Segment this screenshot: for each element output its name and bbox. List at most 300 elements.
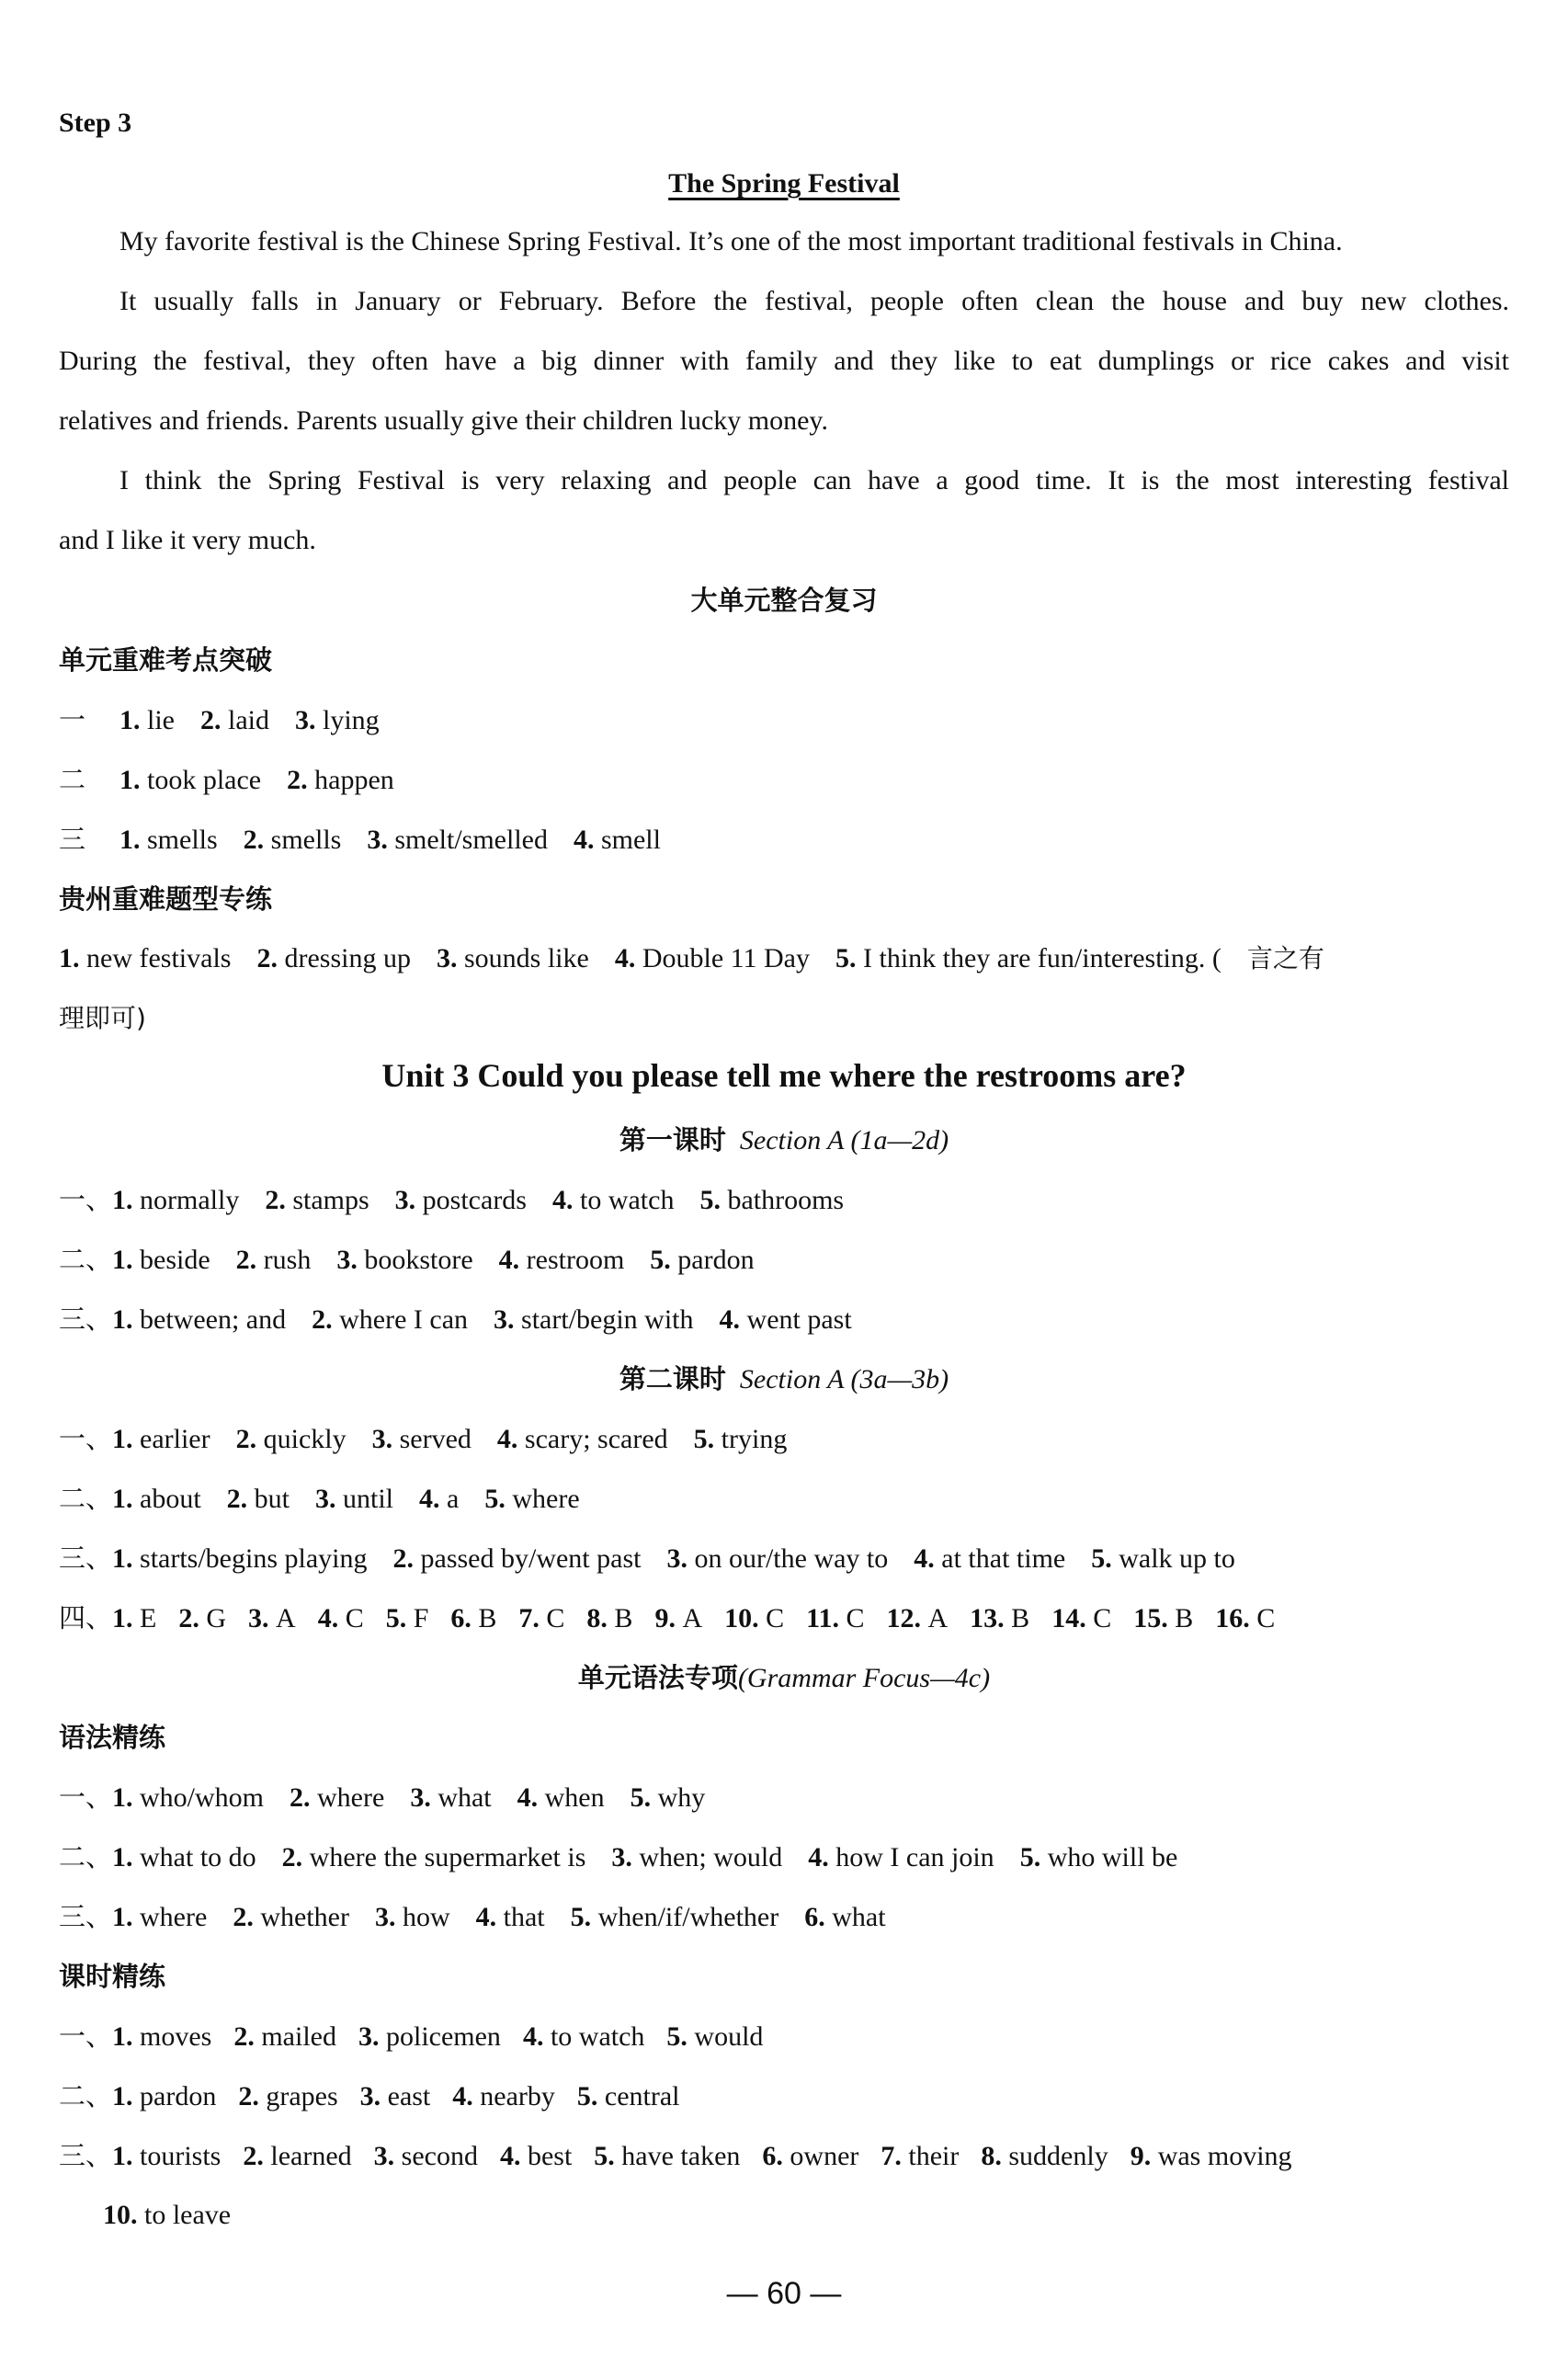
answer-row	[59, 1480, 1509, 1518]
row-marker: 二、	[59, 2080, 113, 2111]
answer-item	[1133, 1600, 1193, 1637]
guizhou-answer-tail: 言之有	[1246, 943, 1324, 973]
answer-text: to watch	[579, 1185, 675, 1215]
answer-text: A	[927, 1603, 949, 1633]
answer-text: C	[766, 1603, 785, 1633]
answer-row	[59, 1301, 1509, 1338]
answer-number: 3.	[374, 1902, 403, 1932]
essay-paragraph-2-line-3: relatives and friends. Parents usually give their children lucky money.	[59, 405, 828, 436]
answer-item	[112, 1242, 210, 1279]
answer-number: 3.	[373, 2141, 402, 2171]
answer-row	[59, 2137, 1509, 2175]
answer-number: 15.	[1133, 1603, 1176, 1633]
answer-number: 1.	[112, 1603, 141, 1633]
answer-text: where the supermarket is	[309, 1842, 586, 1872]
answer-item	[238, 2078, 337, 2115]
answer-text: new festivals	[86, 943, 232, 973]
row-marker: 二	[59, 764, 86, 795]
answer-number: 10.	[103, 2200, 144, 2230]
answer-item	[312, 1302, 468, 1338]
answer-number: 1.	[112, 1424, 141, 1454]
row-marker: 三、	[59, 2140, 113, 2171]
answer-item	[248, 1600, 296, 1637]
answer-row	[59, 821, 1509, 859]
answer-text: passed by/went past	[420, 1543, 642, 1574]
answer-text: pardon	[140, 2081, 217, 2111]
answer-number: 2.	[233, 2021, 262, 2052]
answer-number: 3.	[359, 2081, 388, 2111]
answer-item	[112, 1780, 264, 1816]
answer-item	[290, 1780, 384, 1816]
answer-text: C	[1093, 1603, 1112, 1633]
answer-text: B	[1175, 1603, 1194, 1633]
answer-text: A	[682, 1603, 703, 1633]
answer-number: 1.	[112, 1484, 141, 1514]
answer-item	[410, 1780, 491, 1816]
review-title: 大单元整合复习	[690, 585, 878, 616]
answer-text: served	[399, 1424, 472, 1454]
answer-item	[574, 822, 661, 859]
answer-text: have taken	[621, 2141, 741, 2171]
answer-item	[594, 2138, 740, 2175]
answer-item	[437, 943, 589, 973]
answer-item	[112, 1481, 201, 1518]
answer-text: east	[387, 2081, 431, 2111]
answer-text: whether	[260, 1902, 349, 1932]
answer-row	[59, 761, 1509, 799]
answer-item	[666, 2019, 763, 2055]
answer-text: B	[1011, 1603, 1030, 1633]
answer-text: mailed	[261, 2021, 336, 2052]
answer-number: 5.	[570, 1902, 598, 1932]
answer-number: 8.	[586, 1603, 615, 1633]
answer-item	[806, 1600, 864, 1637]
answer-number: 2.	[235, 1424, 264, 1454]
answer-text: was moving	[1157, 2141, 1292, 2171]
answer-item	[699, 1182, 844, 1219]
answer-item	[112, 2138, 221, 2175]
answer-item	[360, 2078, 431, 2115]
answer-item	[1051, 1600, 1111, 1637]
answer-number: 6.	[450, 1603, 479, 1633]
answer-text: but	[254, 1484, 290, 1514]
answer-item	[295, 702, 380, 739]
answer-row	[59, 1241, 1509, 1279]
answer-item	[1131, 2138, 1292, 2175]
answer-number: 1.	[112, 1245, 141, 1275]
answer-text: quickly	[263, 1424, 347, 1454]
row-marker: 三、	[59, 1901, 113, 1932]
answer-text: a	[447, 1484, 460, 1514]
essay-paragraph-3-line-2: and I like it very much.	[59, 525, 316, 555]
answer-item	[119, 702, 175, 739]
answer-number: 4.	[452, 2081, 481, 2111]
answer-text: to watch	[550, 2021, 645, 2052]
answer-number: 2.	[392, 1543, 421, 1574]
answer-text: where	[317, 1782, 385, 1813]
answer-item	[552, 1182, 674, 1219]
answer-number: 4.	[517, 1782, 545, 1813]
answer-text: central	[604, 2081, 680, 2111]
answer-text: took place	[147, 765, 262, 795]
answer-text: postcards	[422, 1185, 527, 1215]
answer-item	[666, 1541, 888, 1577]
answer-number: 2.	[238, 2081, 267, 2111]
answer-number: 4.	[475, 1902, 504, 1932]
row-marker: 三、	[59, 1303, 113, 1335]
answer-item	[112, 2019, 211, 2055]
answer-number: 16.	[1215, 1603, 1257, 1633]
answer-number: 1.	[112, 2021, 141, 2052]
answer-item	[499, 1242, 625, 1279]
answer-text: smells	[147, 825, 218, 855]
grammar-subheading: 语法精练	[59, 1722, 166, 1753]
answer-number: 1.	[112, 2081, 141, 2111]
answer-number: 14.	[1051, 1603, 1094, 1633]
answer-number: 3.	[315, 1484, 344, 1514]
answer-number: 3.	[410, 1782, 438, 1813]
answer-number: 2.	[312, 1304, 340, 1335]
answer-number: 12.	[886, 1603, 928, 1633]
answer-number: 5.	[1091, 1543, 1119, 1574]
answer-text: would	[694, 2021, 764, 2052]
answer-text: when; would	[639, 1842, 783, 1872]
answer-number: 2.	[265, 1185, 293, 1215]
answer-text: policemen	[385, 2021, 501, 2052]
answer-number: 2.	[233, 1902, 261, 1932]
answer-item	[374, 2138, 478, 2175]
answer-text: who/whom	[140, 1782, 265, 1813]
answer-number: 3.	[248, 1603, 277, 1633]
answer-text: rush	[263, 1245, 312, 1275]
answer-item	[887, 1600, 949, 1637]
essay-paragraph-3-line-1: I think the Spring Festival is very relaxing and people can have a good time. It is the most interesting festival	[119, 465, 1509, 495]
answer-text: until	[343, 1484, 394, 1514]
answer-row	[59, 701, 1509, 739]
answer-item	[724, 1600, 784, 1637]
answer-item	[615, 943, 810, 973]
answer-number: 9.	[654, 1603, 683, 1633]
answer-item	[835, 943, 1221, 973]
answer-number: 5.	[576, 2081, 605, 2111]
answer-item	[395, 1182, 527, 1219]
answer-text: Double 11 Day	[642, 943, 810, 973]
answer-text: where	[140, 1902, 208, 1932]
row-marker: 二、	[59, 1483, 113, 1514]
practice-subheading: 课时精练	[59, 1961, 166, 1992]
row-marker: 三、	[59, 1542, 113, 1574]
answer-number: 5.	[693, 1424, 722, 1454]
answer-item	[1215, 1600, 1275, 1637]
answer-item	[256, 943, 411, 973]
answer-item	[236, 1242, 312, 1279]
answer-item	[518, 1600, 564, 1637]
answer-number: 3.	[358, 2021, 386, 2052]
answer-row	[59, 1898, 1509, 1936]
step-heading: Step 3	[59, 108, 132, 138]
answer-text: how	[402, 1902, 450, 1932]
answer-item	[450, 1600, 496, 1637]
answer-item	[200, 702, 269, 739]
answer-text: nearby	[480, 2081, 555, 2111]
row-marker: 一、	[59, 2020, 113, 2052]
answer-item	[484, 1481, 579, 1518]
answer-item	[571, 1899, 779, 1936]
answer-text: C	[1256, 1603, 1276, 1633]
answer-item	[243, 2138, 351, 2175]
answer-text: went past	[746, 1304, 852, 1335]
row-marker: 二、	[59, 1841, 113, 1872]
answer-row	[59, 1599, 1509, 1637]
answer-item	[358, 2019, 501, 2055]
answer-item	[914, 1541, 1065, 1577]
answer-number: 4.	[498, 1245, 527, 1275]
answer-number: 3.	[611, 1842, 640, 1872]
answer-text: tourists	[140, 2141, 222, 2171]
answer-text: C	[846, 1603, 865, 1633]
guizhou-answer-items	[59, 940, 1247, 977]
answer-item	[375, 1899, 450, 1936]
row-marker: 二、	[59, 1244, 113, 1275]
answer-number: 4.	[317, 1603, 346, 1633]
answer-item	[720, 1302, 852, 1338]
answer-text: second	[401, 2141, 478, 2171]
lesson-2-title: 第二课时 Section A (3a—3b)	[619, 1363, 949, 1394]
answer-item	[315, 1481, 393, 1518]
answer-number: 3.	[494, 1304, 522, 1335]
answer-item	[452, 2078, 555, 2115]
answer-number: 1.	[112, 1842, 141, 1872]
answer-number: 5.	[835, 943, 863, 973]
answer-item	[244, 822, 342, 859]
answer-text: how I can join	[835, 1842, 994, 1872]
row-marker: 一、	[59, 1781, 113, 1813]
answer-item	[282, 1839, 586, 1876]
answer-number: 4.	[914, 1543, 942, 1574]
answer-text: restroom	[526, 1245, 625, 1275]
answer-item	[336, 1242, 472, 1279]
answer-text: on our/the way to	[694, 1543, 889, 1574]
answer-item	[318, 1600, 364, 1637]
answer-number: 4.	[522, 2021, 551, 2052]
essay-paragraph-2-line-2: During the festival, they often have a big dinner with family and they like to eat dumplings or rice cakes and visit	[59, 346, 1509, 376]
answer-text: starts/begins playing	[140, 1543, 368, 1574]
answer-number: 4.	[808, 1842, 836, 1872]
answer-number: 3.	[295, 705, 323, 735]
answer-text: when/if/whether	[597, 1902, 779, 1932]
answer-number: 1.	[112, 1304, 141, 1335]
answer-number: 1.	[112, 2141, 141, 2171]
answer-number: 1.	[119, 765, 147, 795]
answer-item	[881, 2138, 959, 2175]
answer-text: beside	[140, 1245, 210, 1275]
answer-item	[523, 2019, 644, 2055]
answer-number: 1.	[112, 1902, 141, 1932]
answer-text: suddenly	[1008, 2141, 1108, 2171]
answer-text: when	[544, 1782, 605, 1813]
answer-row	[59, 1420, 1509, 1458]
answer-text: learned	[270, 2141, 352, 2171]
answer-text: that	[503, 1902, 545, 1932]
answer-number: 5.	[385, 1603, 414, 1633]
answer-number: 2.	[235, 1245, 264, 1275]
answer-row	[59, 1779, 1509, 1816]
answer-item	[112, 1839, 256, 1876]
answer-item	[650, 1242, 754, 1279]
answer-item	[494, 1302, 693, 1338]
answer-text: trying	[721, 1424, 788, 1454]
answer-text: sounds like	[463, 943, 589, 973]
answer-row	[59, 2018, 1509, 2055]
answer-number: 1.	[112, 1543, 141, 1574]
answer-item	[227, 1481, 290, 1518]
answer-item	[586, 1600, 632, 1637]
answer-number: 2.	[178, 1603, 207, 1633]
answer-item	[804, 1899, 885, 1936]
answer-number: 7.	[881, 2141, 909, 2171]
answer-item	[178, 1600, 226, 1637]
answer-number: 4.	[614, 943, 642, 973]
answer-item	[808, 1839, 994, 1876]
answer-item	[236, 1421, 347, 1458]
practice-answers-last-line	[103, 2197, 1509, 2234]
essay-title: The Spring Festival	[668, 168, 900, 199]
answer-number: 5.	[630, 1782, 658, 1813]
answer-text: earlier	[140, 1424, 210, 1454]
answer-number: 2.	[200, 705, 228, 735]
answer-number: 5.	[650, 1245, 678, 1275]
row-marker: 四、	[59, 1602, 113, 1633]
answer-item	[112, 2078, 216, 2115]
answer-item	[393, 1541, 642, 1577]
answer-item	[112, 1600, 156, 1637]
essay-paragraph-2-line-1: It usually falls in January or February. Before the festival, people often clean the house and buy new clothes.	[119, 286, 1509, 316]
answer-text: to leave	[144, 2200, 232, 2230]
answer-text: happen	[314, 765, 394, 795]
answer-number: 5.	[699, 1185, 728, 1215]
answer-item	[970, 1600, 1029, 1637]
answer-text: stamps	[292, 1185, 369, 1215]
answer-number: 4.	[499, 2141, 528, 2171]
answer-text: what to do	[140, 1842, 256, 1872]
answer-number: 2.	[243, 825, 271, 855]
answer-item	[386, 1600, 429, 1637]
answer-text: where I can	[339, 1304, 469, 1335]
answer-item	[631, 1780, 706, 1816]
answer-number: 5.	[594, 2141, 622, 2171]
answer-text: normally	[140, 1185, 240, 1215]
answer-text: C	[345, 1603, 364, 1633]
answer-number: 3.	[436, 943, 464, 973]
answer-item	[517, 1780, 605, 1816]
answer-number: 4.	[419, 1484, 448, 1514]
answer-number: 2.	[281, 1842, 310, 1872]
answer-text: laid	[228, 705, 269, 735]
answer-row	[59, 1838, 1509, 1876]
answer-number: 5.	[484, 1484, 513, 1514]
answer-number: 3.	[394, 1185, 423, 1215]
answer-item	[119, 822, 218, 859]
answer-item	[233, 2019, 336, 2055]
answer-number: 4.	[573, 825, 601, 855]
answer-item	[419, 1481, 459, 1518]
page-number: — 60 —	[726, 2276, 842, 2311]
answer-number: 9.	[1130, 2141, 1158, 2171]
answer-text: I think they are fun/interesting. (	[863, 943, 1221, 973]
answer-number: 13.	[970, 1603, 1012, 1633]
answer-text: what	[437, 1782, 492, 1813]
answer-text: their	[908, 2141, 960, 2171]
answer-number: 3.	[336, 1245, 365, 1275]
answer-number: 8.	[981, 2141, 1009, 2171]
answer-text: B	[614, 1603, 633, 1633]
answer-item	[112, 1421, 210, 1458]
answer-number: 3.	[666, 1543, 695, 1574]
answer-number: 1.	[119, 705, 147, 735]
answer-number: 4.	[496, 1424, 525, 1454]
answer-number: 10.	[724, 1603, 767, 1633]
answer-item	[497, 1421, 668, 1458]
lesson-1-title: 第一课时 Section A (1a—2d)	[619, 1124, 949, 1155]
answer-text: about	[140, 1484, 201, 1514]
answer-number: 1.	[59, 943, 86, 973]
answer-text: dressing up	[284, 943, 411, 973]
answer-item	[59, 943, 231, 973]
answer-number: 7.	[518, 1603, 547, 1633]
answer-item	[1091, 1541, 1235, 1577]
answer-number: 2.	[256, 943, 285, 973]
answer-text: lie	[147, 705, 175, 735]
answer-row	[59, 1540, 1509, 1577]
row-marker: 一、	[59, 1184, 113, 1215]
answer-item	[367, 822, 548, 859]
answer-number: 3.	[371, 1424, 400, 1454]
answer-number: 1.	[112, 1782, 141, 1813]
answer-item	[287, 762, 394, 799]
answer-item	[112, 1899, 207, 1936]
answer-item	[694, 1421, 788, 1458]
answer-number: 3.	[367, 825, 395, 855]
answer-item	[476, 1899, 545, 1936]
answer-item	[103, 2197, 231, 2234]
guizhou-answers-line-2: 理即可)	[59, 1003, 146, 1033]
answer-text: grapes	[266, 2081, 338, 2111]
answer-item	[1020, 1839, 1178, 1876]
answer-text: C	[546, 1603, 565, 1633]
answer-text: pardon	[677, 1245, 755, 1275]
answer-number: 5.	[1019, 1842, 1048, 1872]
answer-text: scary; scared	[524, 1424, 668, 1454]
answer-number: 2.	[243, 2141, 271, 2171]
answer-text: between; and	[140, 1304, 287, 1335]
answer-number: 2.	[226, 1484, 255, 1514]
answer-row	[59, 1181, 1509, 1219]
answer-text: at that time	[941, 1543, 1066, 1574]
answer-text: why	[657, 1782, 706, 1813]
essay-paragraph-1: My favorite festival is the Chinese Spring Festival. It’s one of the most important traditional festivals in China.	[119, 226, 1343, 256]
answer-number: 1.	[112, 1185, 141, 1215]
answer-text: walk up to	[1119, 1543, 1235, 1574]
answer-text: moves	[140, 2021, 212, 2052]
answer-text: best	[527, 2141, 573, 2171]
answer-number: 2.	[287, 765, 315, 795]
answer-text: bookstore	[364, 1245, 473, 1275]
row-marker: 三	[59, 824, 86, 855]
review-subheading-2: 贵州重难题型专练	[59, 883, 273, 915]
answer-text: what	[832, 1902, 886, 1932]
row-marker: 一、	[59, 1423, 113, 1454]
answer-item	[233, 1899, 349, 1936]
